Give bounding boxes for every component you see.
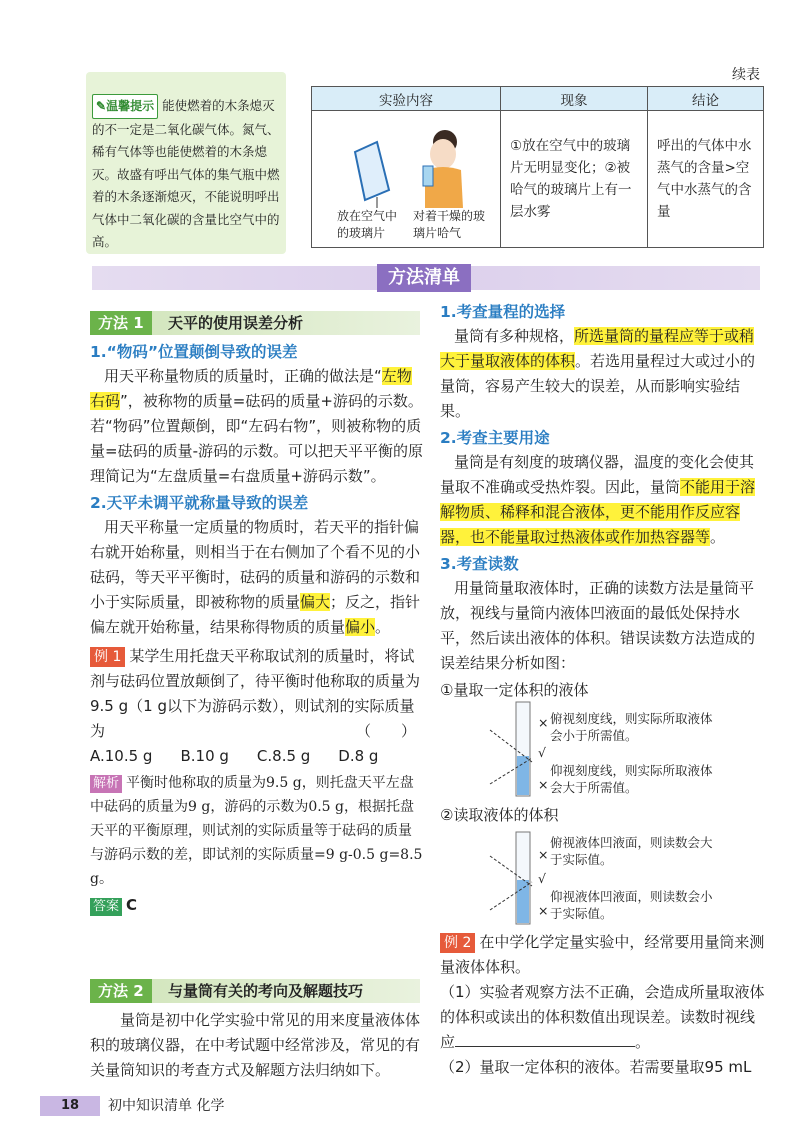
- experiment-table: [311, 86, 764, 248]
- answer-tag: 答案: [90, 898, 122, 916]
- option-c: C.8.5 g: [256, 747, 311, 765]
- right-para1: 量筒有多种规格，所选量筒的量程应等于或稍大于量取液体的体积。若选用量程过大或过小的量筒，容易产生较大的误差，从而影响实验结果。: [440, 327, 756, 420]
- method1-title: 天平的使用误差分析: [168, 314, 304, 332]
- lightbulb-icon: ✎: [96, 99, 107, 113]
- method1-tag: 方法 1: [90, 311, 152, 335]
- phenomenon-text: ①放在空气中的玻璃片无明显变化；②被哈气的玻璃片上有一层水雾: [510, 138, 632, 220]
- table-header: 结论: [648, 87, 764, 111]
- option-b: B.10 g: [180, 747, 229, 765]
- right-heading1: 1.考查量程的选择: [440, 303, 566, 321]
- method1-bar: [90, 311, 420, 335]
- example1-analysis: 解析 平衡时他称取的质量为9.5 g，则托盘天平左盘中砝码的质量为9 g，游码的示数为0.5 g，根据托盘天平的平衡原理，则试剂的实际质量等于砝码的质量与游码示数的差，即试剂的实际质量=9 g-0.5 g=8.5 g。: [90, 775, 423, 887]
- right-heading3: 3.考查读数: [440, 555, 519, 573]
- right-para2: 量筒是有刻度的玻璃仪器，温度的变化会使其量取不准确或受热炸裂。因此，量筒不能用于溶解物质、稀释和混合液体，更不能用作反应容器，也不能量取过热液体或作加热容器等。: [440, 453, 756, 546]
- example1-tag: 例 1: [90, 647, 125, 667]
- cylinder-diagram-1: [480, 700, 760, 800]
- method2-bar: [90, 979, 420, 1003]
- analysis-tag: 解析: [90, 775, 122, 793]
- case1-check-mark: √: [538, 745, 546, 760]
- case1-label: ①量取一定体积的液体: [440, 681, 589, 699]
- tip-tag: ✎温馨提示: [92, 94, 158, 119]
- method2-tag: 方法 2: [90, 979, 152, 1003]
- right-para3: 用量筒量取液体时，正确的读数方法是量筒平放，视线与量筒内液体凹液面的最低处保持水平，然后读出液体的体积。错误读数方法造成的误差结果分析如图：: [440, 579, 756, 672]
- method2-intro: 量筒是初中化学实验中常见的用来度量液体体积的玻璃仪器，在中考试题中经常涉及，常见的有关量筒知识的考查方式及解题方法归纳如下。: [90, 1011, 421, 1079]
- case2-top-x-mark: ×: [538, 847, 549, 862]
- right-heading2: 2.考查主要用途: [440, 429, 550, 447]
- method1-heading1: 1.“物码”位置颠倒导致的误差: [90, 343, 298, 361]
- example2: [440, 930, 766, 1080]
- option-d: D.8 g: [338, 747, 379, 765]
- measuring-cylinder-2: [480, 830, 540, 926]
- footer-title: 初中知识清单 化学: [108, 1098, 225, 1114]
- table-header: 现象: [501, 87, 648, 111]
- cylinder-diagram-2: [480, 830, 760, 926]
- case1-bottom-note: 仰视刻度线，则实际所取液体会大于所需值。: [550, 763, 713, 795]
- experiment-illustration-cell: [312, 111, 501, 248]
- example2-tag: 例 2: [440, 933, 475, 953]
- method1-para1: 用天平称量物质的质量时，正确的做法是“左物右码”，被称物的质量=砝码的质量+游码的示数。若“物码”位置颠倒，即“左码右物”，则被称物的质量=砝码的质量-游码的示数。可以把天平平衡的原理简记为“左盘质量=右盘质量+游码示数”。: [90, 367, 423, 485]
- right-column: [440, 300, 766, 703]
- case1-top-x-mark: ×: [538, 715, 549, 730]
- example2-question: 例 2 在中学化学定量实验中，经常要用量筒来测量液体体积。: [440, 933, 765, 976]
- method1-para2: 用天平称量一定质量的物质时，若天平的指针偏右就开始称量，则相当于在右侧加了个看不见的小砝码，等天平平衡时，砝码的质量和游码的示数和小于实际质量，即被称物的质量偏大；反之，指针偏左就开始称量，结果称得物质的质量偏小。: [90, 518, 421, 636]
- example2-q2: （2）量取一定体积的液体。若需要量取95 mL: [440, 1058, 752, 1076]
- img-label-right: 对着干燥的玻璃片哈气: [413, 209, 486, 240]
- case1-bottom-x-mark: ×: [538, 777, 549, 792]
- case2-top-note: 俯视液体凹液面，则读数会大于实际值。: [550, 835, 713, 867]
- img-label-left: 放在空气中的玻璃片: [337, 209, 398, 240]
- page-number: 18: [40, 1096, 100, 1116]
- example2-q1: （1）实验者观察方法不正确，会造成所量取液体的体积或读出的体积数值出现误差。读数时视线应 。: [440, 983, 765, 1051]
- case1-top-note: 俯视刻度线，则实际所取液体会小于所需值。: [550, 711, 713, 743]
- section-title: 方法清单: [377, 264, 471, 292]
- continued-label: 续表: [732, 67, 760, 83]
- tip-box: [86, 72, 286, 254]
- case2-bottom-note: 仰视液体凹液面，则读数会小于实际值。: [550, 889, 713, 921]
- case2-bottom-x-mark: ×: [538, 903, 549, 918]
- measuring-cylinder-1: [480, 700, 540, 800]
- answer-blank[interactable]: [455, 1030, 635, 1047]
- case2-check-mark: √: [538, 871, 546, 886]
- method2-title: 与量筒有关的考向及解题技巧: [168, 982, 364, 1000]
- method1-content: [90, 340, 424, 918]
- example1-question: 例 1 某学生用托盘天平称取试剂的质量时，将试剂与砝码位置放颠倒了，待平衡时他称取的质量为9.5 g（1 g以下为游码示数），则试剂的实际质量为 （ ）: [90, 647, 421, 740]
- example1-options: [90, 744, 424, 769]
- example1-answer: 答案 C: [90, 893, 424, 918]
- table-header: 实验内容: [312, 87, 501, 111]
- conclusion-text: 呼出的气体中水蒸气的含量>空气中水蒸气的含量: [657, 138, 752, 220]
- method1-heading2: 2.天平未调平就称量导致的误差: [90, 494, 309, 512]
- option-a: A.10.5 g: [90, 747, 153, 765]
- tip-text: 能使燃着的木条熄灭的不一定是二氧化碳气体。氮气、稀有气体等也能使燃着的木条熄灭。故盛有呼出气体的集气瓶中燃着的木条逐渐熄灭，不能说明呼出气体中二氧化碳的含量比空气中的高。: [92, 98, 280, 249]
- case2-label: ②读取液体的体积: [440, 806, 559, 824]
